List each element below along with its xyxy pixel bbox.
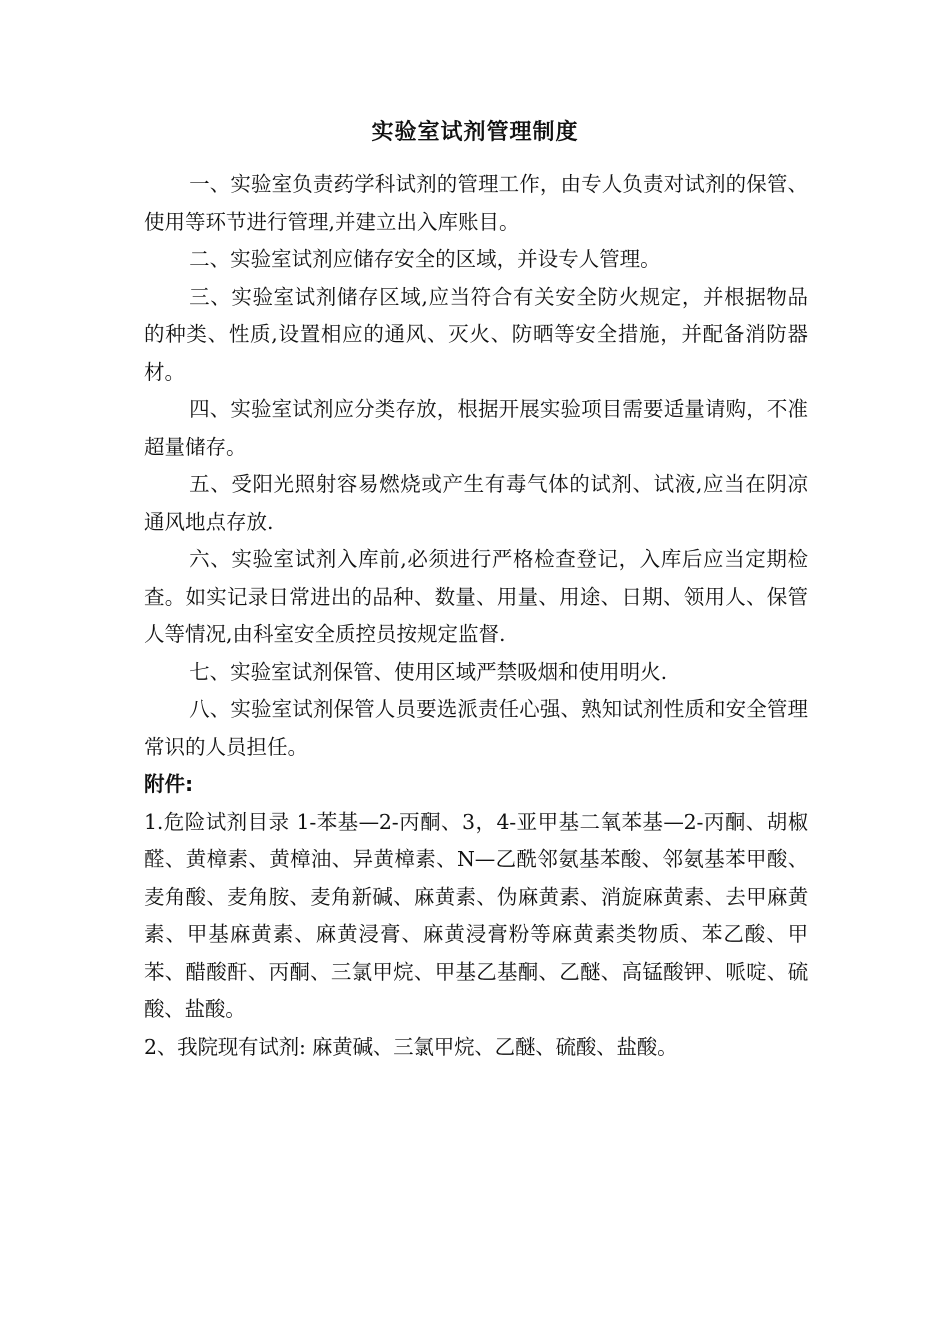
document-body: [144, 166, 808, 1066]
rule-paragraph-7: 七、实验室试剂保管、使用区域严禁吸烟和使用明火.: [189, 659, 668, 684]
attachment-item-2: 2、我院现有试剂: 麻黄碱、三氯甲烷、乙醚、硫酸、盐酸。: [144, 1034, 678, 1059]
rule-paragraph-3: 三、实验室试剂储存区域,应当符合有关安全防火规定，并根据物品的种类、性质,设置相应的通风、灭火、防晒等安全措施，并配备消防器材。: [144, 284, 808, 384]
rule-paragraph-4: 四、实验室试剂应分类存放，根据开展实验项目需要适量请购，不准超量储存。: [144, 397, 808, 459]
rule-paragraph-1: 一、实验室负责药学科试剂的管理工作，由专人负责对试剂的保管、使用等环节进行管理,并建立出入库账目。: [144, 172, 808, 234]
attachment-heading: 附件:: [144, 772, 194, 796]
rule-paragraph-2: 二、实验室试剂应储存安全的区域，并设专人管理。: [189, 247, 661, 271]
rule-paragraph-6: 六、实验室试剂入库前,必须进行严格检查登记，入库后应当定期检查。如实记录日常进出的品种、数量、用量、用途、日期、领用人、保管人等情况,由科室安全质控员按规定监督.: [144, 547, 808, 646]
rule-paragraph-8: 八、实验室试剂保管人员要选派责任心强、熟知试剂性质和安全管理常识的人员担任。: [144, 697, 808, 759]
document-title: 实验室试剂管理制度: [371, 120, 579, 145]
attachment-item-1: 1.危险试剂目录 1-苯基—2-丙酮、3，4-亚甲基二氧苯基—2-丙酮、胡椒醛、黄樟素、黄樟油、异黄樟素、N—乙酰邻氨基苯酸、邻氨基苯甲酸、麦角酸、麦角胺、麦角新碱、麻黄素、伪麻黄素、消旋麻黄素、去甲麻黄素、甲基麻黄素、麻黄浸膏、麻黄浸膏粉等麻黄素类物质、苯乙酸、甲苯、醋酸酐、丙酮、三氯甲烷、甲基乙基酮、乙醚、高锰酸钾、哌啶、硫酸、盐酸。: [144, 809, 808, 1021]
rule-paragraph-5: 五、受阳光照射容易燃烧或产生有毒气体的试剂、试液,应当在阴凉通风地点存放.: [144, 472, 808, 534]
